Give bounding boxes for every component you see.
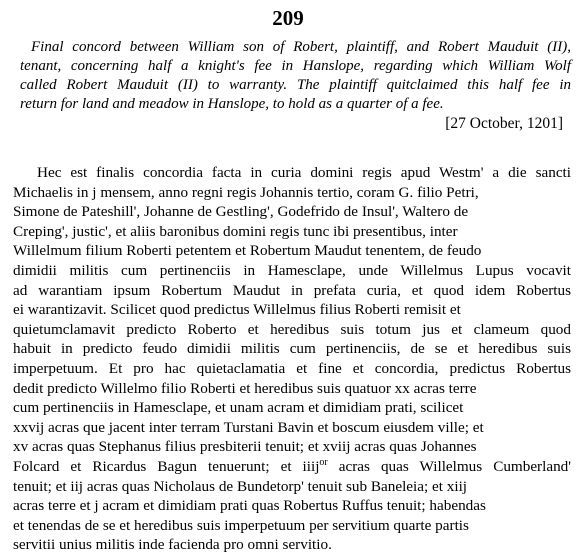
body-line: Simone de Pateshill', Johanne de Gestling', Godefrido de Insul', Waltero de: [13, 203, 469, 221]
body-line: ad warantiam ipsum Robertum Maudut in prefata curia, et quod idem Robertus: [13, 281, 571, 299]
body-line: dedit predicto Willelmo filio Roberti et heredibus suis quatuor xx acras terre: [13, 379, 477, 397]
body-line: imperpetuum. Et pro hac quietaclamatia et fine et concordia, predictus Robertus: [13, 359, 571, 377]
body-line: Michaelis in j mensem, anno regni regis Johannis tertio, coram G. filio Petri,: [13, 183, 479, 201]
body-line-segment: acras quas Willelmus Cumberland': [327, 457, 572, 475]
document-summary: [20, 38, 571, 133]
body-line: Creping', justic', et aliis baronibus domini regis tunc ibi presentibus, inter: [13, 222, 458, 240]
body-line: servitii unius militis inde facienda pro omni servitio.: [13, 536, 332, 554]
body-line: Willelmum filium Roberti petentem et Robertum Maudut tenentem, de feudo: [13, 242, 482, 260]
body-line: cum pertinenciis in Hamesclape, et unam acram et dimidiam prati, scilicet: [13, 399, 464, 417]
body-line: dimidii militis cum pertinenciis in Hamesclape, unde Willelmus Lupus vocavit: [13, 261, 571, 279]
summary-line: Final concord between William son of Robert, plaintiff, and Robert Mauduit (II),: [31, 39, 571, 55]
document-number: 209: [272, 6, 304, 30]
body-line: acras terre et j acram et dimidiam prati quas Robertus Ruffus tenuit; habendas: [13, 497, 486, 515]
body-line: xxvij acras que jacent inter terram Turstani Bavin et boscum eiusdem ville; et: [13, 418, 484, 436]
body-line: tenuit; et iij acras quas Nicholaus de Bundetorp' tenuit sub Baneleia; et xiij: [13, 477, 468, 495]
body-line: quietumclamavit predicto Roberto et heredibus suis totum jus et clameum quod: [13, 320, 571, 338]
superscript-or: or: [319, 456, 328, 468]
summary-line: tenant, concerning half a knight's fee in Hanslope, regarding which William Wolf: [20, 58, 571, 74]
body-line: xv acras quas Stephanus filius presbiterii tenuit; et xviij acras quas Johannes: [13, 438, 477, 456]
summary-line: return for land and meadow in Hanslope, to hold as a quarter of a fee.: [20, 96, 444, 112]
body-line: habuit in predicto feudo dimidii militis cum pertinenciis, de se et heredibus suis: [13, 340, 571, 358]
document-body: [13, 163, 571, 555]
body-line: Hec est finalis concordia facta in curia domini regis apud Westm' a die sancti: [37, 164, 571, 181]
body-line: et tenendas de se et heredibus suis imperpetuum per servitium quarte partis: [13, 516, 469, 534]
body-line: [13, 457, 571, 477]
body-line: ei warantizavit. Scilicet quod predictus Willelmus filius Roberti remisit et: [13, 301, 461, 319]
body-line-segment: Folcard et Ricardus Bagun tenuerunt; et iiij: [13, 457, 320, 475]
document-date: [27 October, 1201]: [445, 115, 563, 132]
summary-line: called Robert Mauduit (II) to warranty. The plaintiff quitclaimed this half fee in: [20, 77, 571, 93]
